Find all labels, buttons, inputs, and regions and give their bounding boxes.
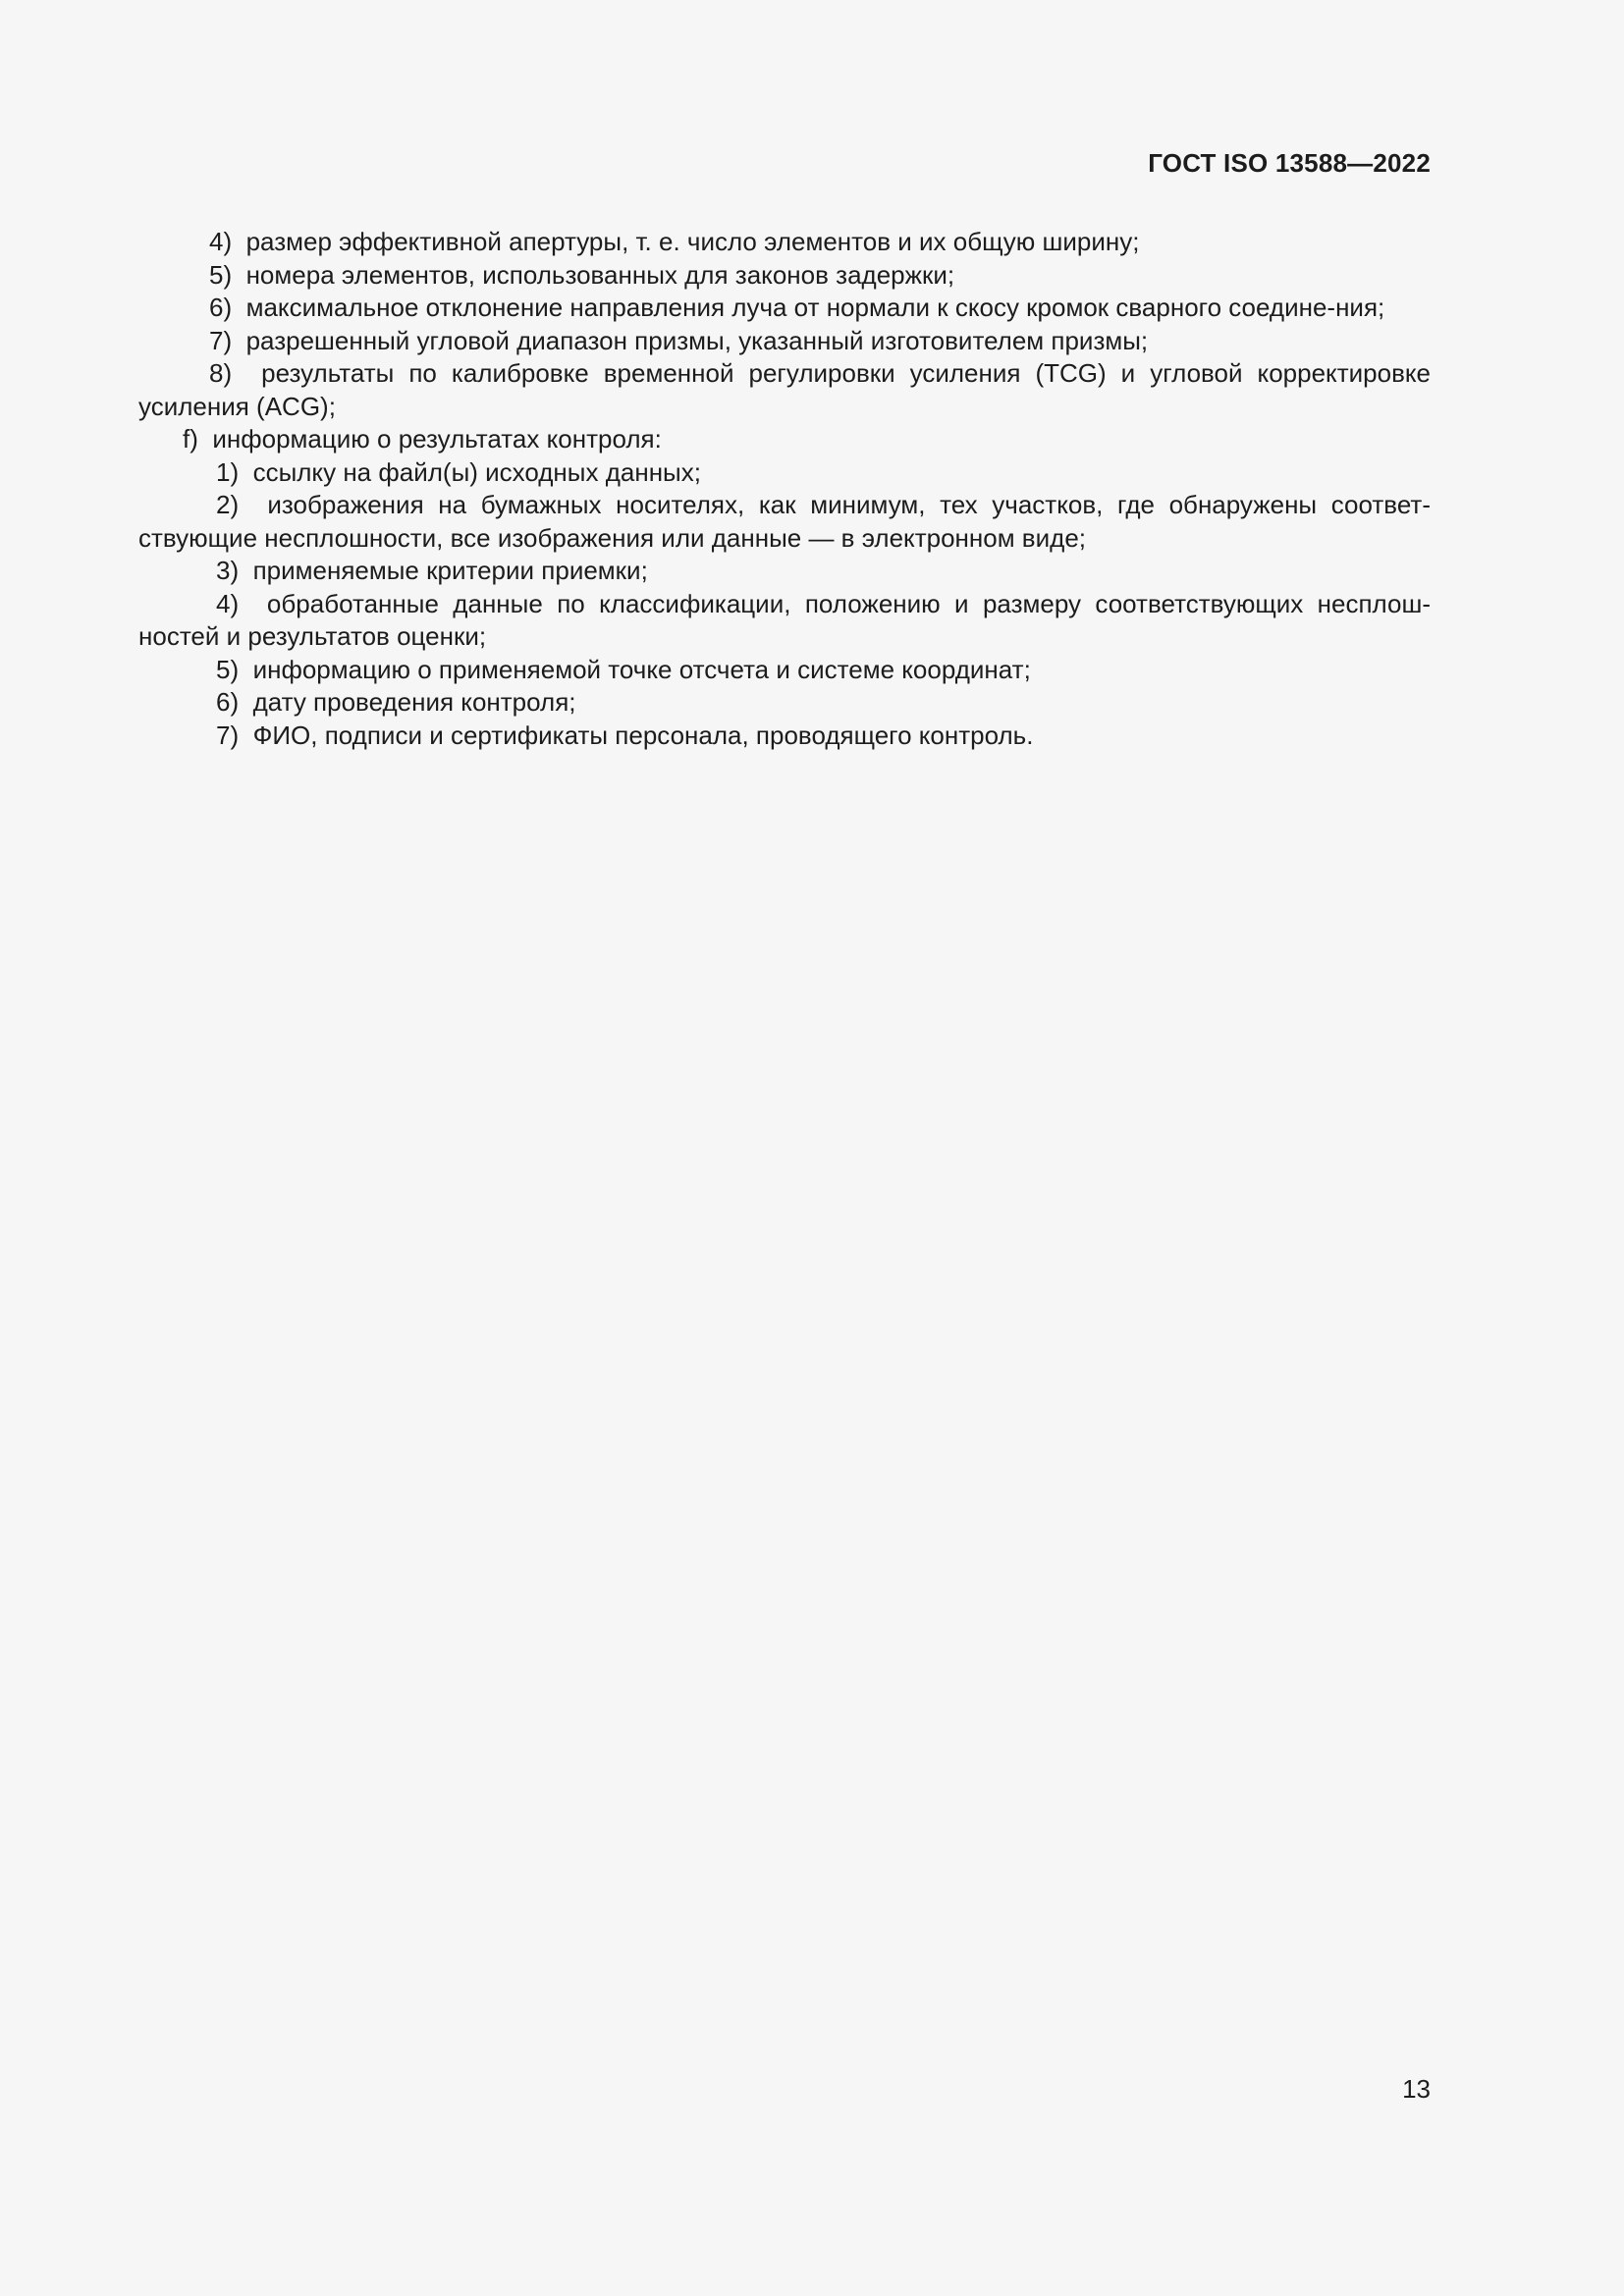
item-marker: 4)	[216, 588, 240, 618]
list-item	[138, 226, 1431, 259]
item-marker: 6)	[209, 293, 233, 322]
item-marker: 1)	[216, 456, 240, 487]
item-marker: 4)	[209, 227, 233, 256]
item-text: максимальное отклонение направления луча от нормали к скосу кромок сварного соедине-ния;	[245, 293, 1385, 322]
list-item	[138, 654, 1431, 687]
item-text: размер эффективной апертуры, т. е. число элементов и их общую ширину;	[245, 227, 1140, 256]
item-marker: 5)	[216, 654, 240, 684]
list-item	[138, 720, 1431, 753]
document-code-header: ГОСТ ISO 13588—2022	[1148, 148, 1431, 178]
list-item	[138, 292, 1431, 325]
item-marker: 7)	[216, 720, 240, 750]
list-item	[138, 555, 1431, 588]
item-text: обработанные данные по классификации, положению и размеру соответствующих несплош-ностей и результатов оценки;	[138, 588, 1431, 651]
list-item	[138, 456, 1431, 490]
list-item	[138, 489, 1431, 555]
item-text: результаты по калибровке временной регулировки усиления (TCG) и угловой корректировке усиления (ACG);	[138, 358, 1432, 421]
page-number: 13	[1402, 2074, 1431, 2104]
list-item	[138, 357, 1431, 423]
item-marker: 3)	[216, 556, 240, 585]
list-item	[138, 588, 1431, 654]
item-text: ссылку на файл(ы) исходных данных;	[252, 456, 701, 487]
item-marker: 6)	[216, 687, 240, 717]
item-marker: f)	[183, 424, 198, 454]
item-text: номера элементов, использованных для законов задержки;	[245, 259, 955, 290]
item-text: применяемые критерии приемки;	[252, 556, 648, 585]
list-item	[138, 686, 1431, 720]
list-item	[138, 325, 1431, 358]
item-text: изображения на бумажных носителях, как минимум, тех участков, где обнаружены соответ-ствующие несплошности, все изображения или данные — в электронном виде;	[138, 490, 1431, 553]
document-body	[138, 226, 1431, 752]
item-text: дату проведения контроля;	[252, 687, 576, 717]
item-marker: 7)	[209, 325, 233, 355]
item-text: разрешенный угловой диапазон призмы, указанный изготовителем призмы;	[245, 325, 1149, 355]
item-text: информацию о применяемой точке отсчета и системе координат;	[252, 654, 1031, 684]
item-text: ФИО, подписи и сертификаты персонала, проводящего контроль.	[252, 720, 1034, 750]
item-marker: 2)	[216, 490, 240, 519]
list-item-section	[138, 423, 1431, 456]
item-marker: 5)	[209, 259, 233, 290]
list-item	[138, 259, 1431, 293]
item-text: информацию о результатах контроля:	[212, 424, 662, 454]
item-marker: 8)	[209, 358, 233, 388]
